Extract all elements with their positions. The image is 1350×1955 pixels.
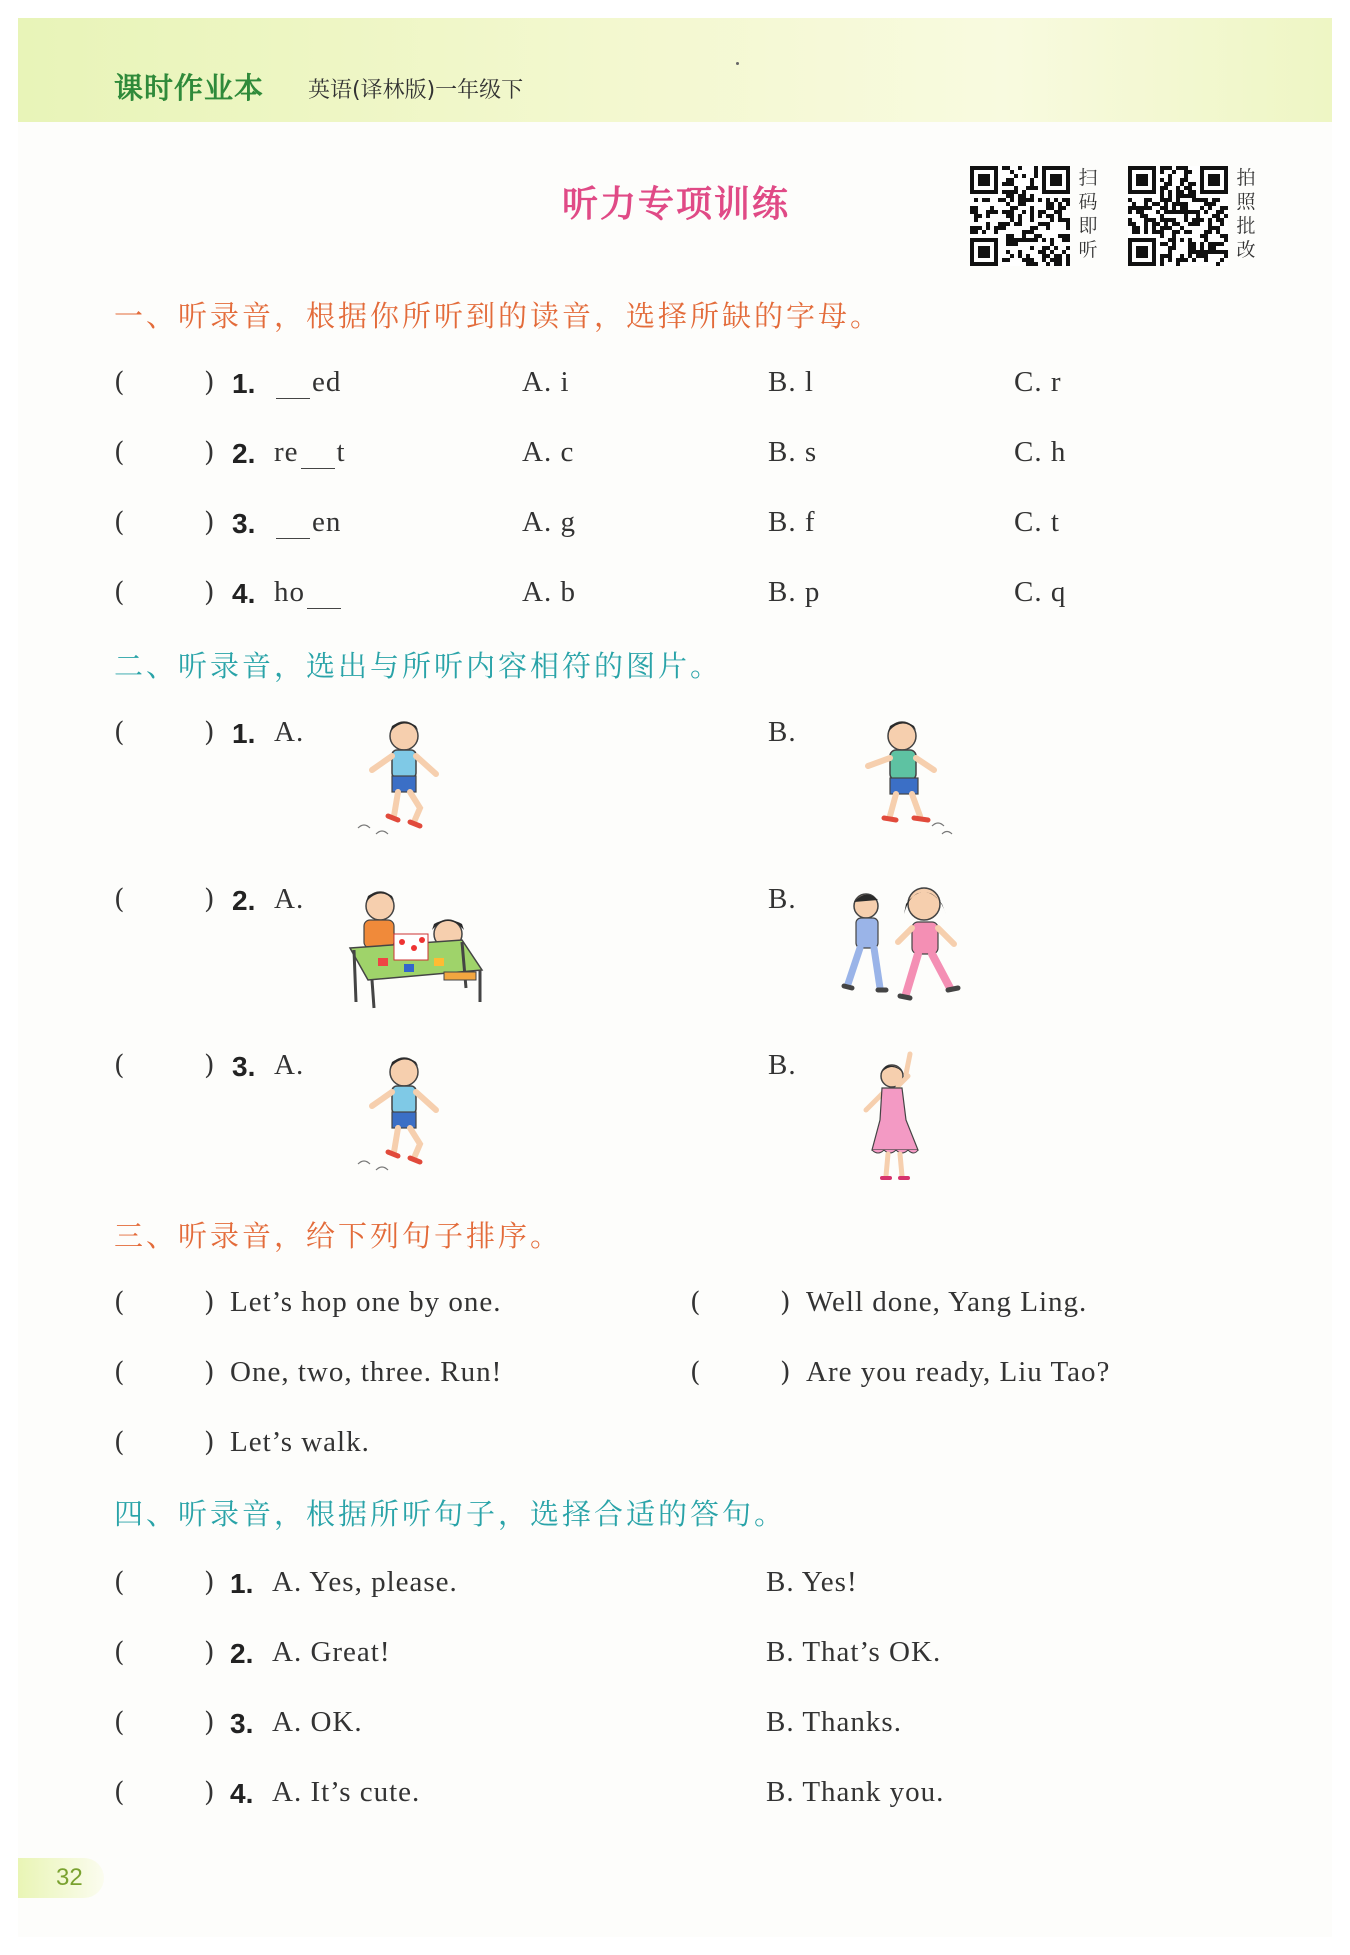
option-a: A. OK. [272,1706,363,1738]
letter-blank [276,368,310,399]
answer-paren-close: ) [204,1357,215,1388]
option-b-label: B. [768,883,797,915]
answer-paren-open: ( [690,1357,701,1388]
option-a: A. Yes, please. [272,1566,458,1598]
answer-paren-open: ( [114,437,125,468]
answer-paren-open: ( [114,367,125,398]
boy-hopping-picture[interactable] [348,716,458,842]
option-b: B. That’s OK. [766,1636,942,1668]
word-prefix: re [274,436,299,468]
letter-blank [301,438,335,469]
option-a-label: A. [274,883,305,915]
boy-jumping-picture[interactable] [850,716,960,842]
word-suffix: t [336,436,346,468]
word-with-blank [274,366,341,399]
item-number: 1. [232,718,256,749]
item-number: 3. [232,508,256,539]
option-c: C. t [1014,506,1060,538]
answer-paren-close: ) [204,1567,215,1598]
word-suffix: en [312,506,342,538]
item-number: 3. [230,1708,254,1739]
option-b-label: B. [768,1049,797,1081]
answer-paren-open: ( [114,884,125,915]
book-subject: 英语(译林版)一年级下 [308,78,524,103]
answer-paren-open: ( [114,1357,125,1388]
option-a-label: A. [274,716,305,748]
option-b: B. Thank you. [766,1776,945,1808]
girl-dancing-picture[interactable] [858,1050,938,1184]
sentence: Are you ready, Liu Tao? [806,1356,1111,1388]
item-number: 4. [230,1778,254,1809]
qr-caption-char: 听 [1078,239,1098,261]
answer-paren-close: ) [204,1637,215,1668]
answer-paren-open: ( [690,1287,701,1318]
part3-heading: 三、听录音，给下列句子排序。 [114,1219,563,1253]
answer-paren-open: ( [114,1287,125,1318]
letter-blank [276,508,310,539]
answer-paren-close: ) [204,437,215,468]
qr-caption-char: 码 [1078,191,1098,213]
qr-caption-char: 改 [1236,239,1256,261]
qr-code-grade-icon[interactable] [1128,166,1228,266]
answer-paren-close: ) [204,1707,215,1738]
option-a-label: A. [274,1049,305,1081]
answer-paren-open: ( [114,717,125,748]
answer-paren-open: ( [114,1637,125,1668]
page-number: 32 [56,1864,83,1891]
option-a: A. It’s cute. [272,1776,421,1808]
sentence: Let’s walk. [230,1426,370,1458]
option-a: A. g [522,506,576,538]
option-c: C. r [1014,366,1062,398]
sentence: Let’s hop one by one. [230,1286,502,1318]
option-b: B. p [768,576,821,608]
answer-paren-open: ( [114,1050,125,1081]
option-b: B. Thanks. [766,1706,902,1738]
option-b: B. l [768,366,814,398]
answer-paren-open: ( [114,507,125,538]
answer-paren-close: ) [204,884,215,915]
qr-caption-char: 即 [1078,215,1098,237]
qr-caption-grade [1234,166,1258,262]
option-a: A. c [522,436,575,468]
item-number: 3. [232,1051,256,1082]
part2-heading: 二、听录音，选出与所听内容相符的图片。 [114,649,723,683]
option-c: C. q [1014,576,1067,608]
item-number: 1. [230,1568,254,1599]
item-number: 2. [230,1638,254,1669]
answer-paren-close: ) [204,1050,215,1081]
answer-paren-open: ( [114,577,125,608]
qr-caption-char: 扫 [1078,167,1098,189]
option-b: B. s [768,436,818,468]
answer-paren-open: ( [114,1427,125,1458]
item-number: 1. [232,368,256,399]
qr-code-listen-icon[interactable] [970,166,1070,266]
qr-caption-listen [1076,166,1100,262]
answer-paren-close: ) [204,367,215,398]
answer-paren-close: ) [780,1357,791,1388]
answer-paren-close: ) [204,1427,215,1458]
option-b: B. f [768,506,816,538]
letter-blank [307,578,341,609]
sentence: One, two, three. Run! [230,1356,503,1388]
word-suffix: ed [312,366,342,398]
word-prefix: ho [274,576,305,608]
boy-hopping-picture[interactable] [348,1052,458,1178]
children-at-table-picture[interactable] [344,884,486,1012]
answer-paren-close: ) [204,507,215,538]
word-with-blank [274,506,341,539]
qr-caption-char: 批 [1236,215,1256,237]
option-b: B. Yes! [766,1566,858,1598]
option-a: A. Great! [272,1636,391,1668]
brand-title: 课时作业本 [114,71,265,105]
answer-paren-close: ) [204,1777,215,1808]
answer-paren-open: ( [114,1707,125,1738]
header-dot [736,62,739,65]
answer-paren-close: ) [204,1287,215,1318]
word-with-blank [274,576,343,609]
answer-paren-close: ) [204,577,215,608]
section-title: 听力专项训练 [562,184,791,225]
answer-paren-open: ( [114,1567,125,1598]
option-a: A. i [522,366,570,398]
qr-caption-char: 拍 [1236,167,1256,189]
answer-paren-close: ) [780,1287,791,1318]
answer-paren-open: ( [114,1777,125,1808]
item-number: 2. [232,885,256,916]
answer-paren-close: ) [204,717,215,748]
option-c: C. h [1014,436,1067,468]
sentence: Well done, Yang Ling. [806,1286,1088,1318]
word-with-blank [274,436,346,469]
part1-heading: 一、听录音，根据你所听到的读音，选择所缺的字母。 [114,299,883,333]
option-a: A. b [522,576,576,608]
item-number: 4. [232,578,256,609]
option-b-label: B. [768,716,797,748]
children-running-picture[interactable] [840,884,970,1012]
qr-caption-char: 照 [1236,191,1256,213]
part4-heading: 四、听录音，根据所听句子，选择合适的答句。 [114,1497,787,1531]
item-number: 2. [232,438,256,469]
